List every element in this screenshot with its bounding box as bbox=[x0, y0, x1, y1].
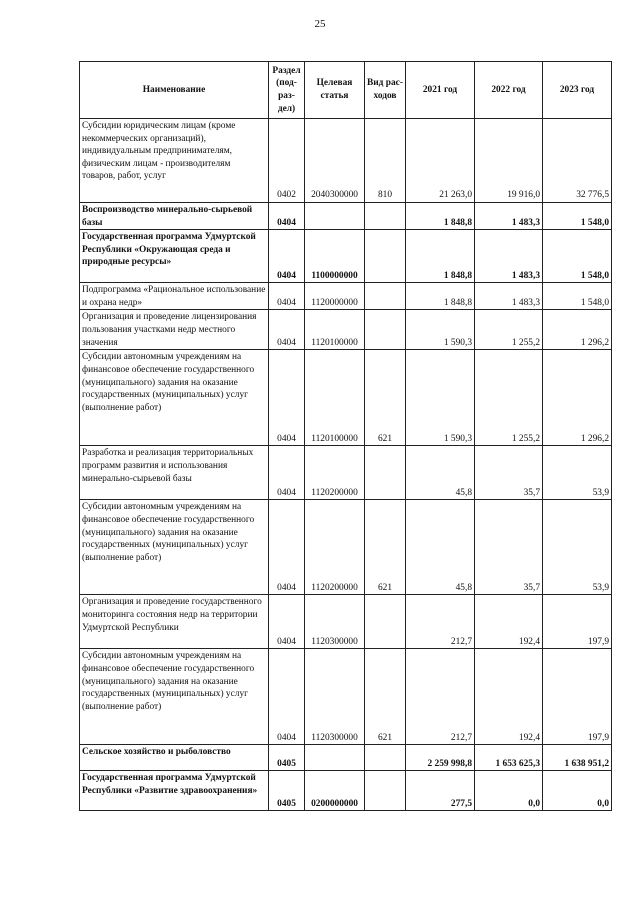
header-2023: 2023 год bbox=[543, 62, 612, 119]
row-expense-type bbox=[365, 310, 406, 350]
row-2023: 1 548,0 bbox=[543, 230, 612, 283]
table-row bbox=[80, 350, 612, 446]
row-2023: 1 638 951,2 bbox=[543, 745, 612, 771]
table-row bbox=[80, 283, 612, 310]
row-name: Государственная программа Удмуртской Республики «Развитие здравоохранения» bbox=[80, 771, 269, 811]
row-target: 2040300000 bbox=[305, 119, 365, 203]
row-target: 1120100000 bbox=[305, 310, 365, 350]
row-expense-type bbox=[365, 745, 406, 771]
table-row bbox=[80, 203, 612, 230]
row-2022: 192,4 bbox=[475, 595, 543, 649]
row-2023: 1 548,0 bbox=[543, 203, 612, 230]
row-section: 0404 bbox=[269, 350, 305, 446]
table-row bbox=[80, 446, 612, 500]
header-section: Раздел (под-раз-дел) bbox=[269, 62, 305, 119]
row-2022: 1 653 625,3 bbox=[475, 745, 543, 771]
row-2022: 1 483,3 bbox=[475, 203, 543, 230]
table-row bbox=[80, 595, 612, 649]
row-2021: 212,7 bbox=[406, 649, 475, 745]
row-expense-type: 621 bbox=[365, 500, 406, 595]
row-2021: 21 263,0 bbox=[406, 119, 475, 203]
header-name: Наименование bbox=[80, 62, 269, 119]
table-row bbox=[80, 649, 612, 745]
row-expense-type bbox=[365, 230, 406, 283]
row-2021: 1 848,8 bbox=[406, 283, 475, 310]
row-expense-type bbox=[365, 203, 406, 230]
row-section: 0404 bbox=[269, 310, 305, 350]
table-body bbox=[80, 119, 612, 811]
row-2022: 1 483,3 bbox=[475, 230, 543, 283]
header-2022: 2022 год bbox=[475, 62, 543, 119]
row-expense-type bbox=[365, 283, 406, 310]
row-name: Сельское хозяйство и рыболовство bbox=[80, 745, 269, 771]
row-2023: 53,9 bbox=[543, 446, 612, 500]
header-2021: 2021 год bbox=[406, 62, 475, 119]
row-expense-type: 621 bbox=[365, 350, 406, 446]
row-section: 0405 bbox=[269, 771, 305, 811]
table-row bbox=[80, 230, 612, 283]
row-target: 0200000000 bbox=[305, 771, 365, 811]
row-2021: 277,5 bbox=[406, 771, 475, 811]
row-name: Субсидии юридическим лицам (кроме некоммерческих организаций), индивидуальным предпринимателям, физическим лицам - производителям товаров, работ, услуг bbox=[80, 119, 269, 203]
row-2021: 45,8 bbox=[406, 446, 475, 500]
row-2021: 1 848,8 bbox=[406, 230, 475, 283]
table-row bbox=[80, 745, 612, 771]
row-name: Субсидии автономным учреждениям на финансовое обеспечение государственного (муниципального) задания на оказание государственных (муниципальных) услуг (выполнение работ) bbox=[80, 649, 269, 745]
row-2022: 1 255,2 bbox=[475, 310, 543, 350]
row-target: 1100000000 bbox=[305, 230, 365, 283]
row-2021: 2 259 998,8 bbox=[406, 745, 475, 771]
row-name: Организация и проведение государственного мониторинга состояния недр на территории Удмуртской Республики bbox=[80, 595, 269, 649]
row-2022: 35,7 bbox=[475, 500, 543, 595]
row-2023: 197,9 bbox=[543, 649, 612, 745]
row-target: 1120300000 bbox=[305, 649, 365, 745]
row-2022: 1 483,3 bbox=[475, 283, 543, 310]
row-expense-type: 810 bbox=[365, 119, 406, 203]
page-number: 25 bbox=[314, 18, 326, 30]
row-name: Организация и проведение лицензирования пользования участками недр местного значения bbox=[80, 310, 269, 350]
row-2021: 45,8 bbox=[406, 500, 475, 595]
row-section: 0404 bbox=[269, 649, 305, 745]
row-expense-type: 621 bbox=[365, 649, 406, 745]
row-expense-type bbox=[365, 771, 406, 811]
row-name: Подпрограмма «Рациональное использование и охрана недр» bbox=[80, 283, 269, 310]
row-section: 0405 bbox=[269, 745, 305, 771]
table-row bbox=[80, 119, 612, 203]
row-name: Разработка и реализация территориальных программ развития и использования минерально-сырьевой базы bbox=[80, 446, 269, 500]
row-2023: 32 776,5 bbox=[543, 119, 612, 203]
row-target: 1120000000 bbox=[305, 283, 365, 310]
row-2021: 1 590,3 bbox=[406, 350, 475, 446]
row-section: 0404 bbox=[269, 203, 305, 230]
row-name: Субсидии автономным учреждениям на финансовое обеспечение государственного (муниципального) задания на оказание государственных (муниципальных) услуг (выполнение работ) bbox=[80, 500, 269, 595]
row-2023: 53,9 bbox=[543, 500, 612, 595]
row-name: Воспроизводство минерально-сырьевой базы bbox=[80, 203, 269, 230]
header-expense-type: Вид рас-ходов bbox=[365, 62, 406, 119]
row-2021: 212,7 bbox=[406, 595, 475, 649]
table-header-row bbox=[80, 62, 612, 119]
row-2022: 19 916,0 bbox=[475, 119, 543, 203]
row-expense-type bbox=[365, 446, 406, 500]
table-row bbox=[80, 500, 612, 595]
row-2022: 1 255,2 bbox=[475, 350, 543, 446]
row-2021: 1 590,3 bbox=[406, 310, 475, 350]
row-2023: 1 548,0 bbox=[543, 283, 612, 310]
row-target: 1120300000 bbox=[305, 595, 365, 649]
row-target bbox=[305, 203, 365, 230]
row-section: 0404 bbox=[269, 283, 305, 310]
budget-table bbox=[79, 61, 612, 811]
row-expense-type bbox=[365, 595, 406, 649]
row-section: 0404 bbox=[269, 230, 305, 283]
row-2023: 197,9 bbox=[543, 595, 612, 649]
row-target: 1120200000 bbox=[305, 446, 365, 500]
row-2022: 35,7 bbox=[475, 446, 543, 500]
table-row bbox=[80, 310, 612, 350]
row-section: 0404 bbox=[269, 446, 305, 500]
row-section: 0404 bbox=[269, 595, 305, 649]
row-2023: 1 296,2 bbox=[543, 310, 612, 350]
row-target: 1120100000 bbox=[305, 350, 365, 446]
row-section: 0402 bbox=[269, 119, 305, 203]
table-row bbox=[80, 771, 612, 811]
row-name: Государственная программа Удмуртской Республики «Окружающая среда и природные ресурсы» bbox=[80, 230, 269, 283]
row-2023: 0,0 bbox=[543, 771, 612, 811]
row-section: 0404 bbox=[269, 500, 305, 595]
row-name: Субсидии автономным учреждениям на финансовое обеспечение государственного (муниципального) задания на оказание государственных (муниципальных) услуг (выполнение работ) bbox=[80, 350, 269, 446]
row-2021: 1 848,8 bbox=[406, 203, 475, 230]
row-2022: 0,0 bbox=[475, 771, 543, 811]
row-2023: 1 296,2 bbox=[543, 350, 612, 446]
row-target bbox=[305, 745, 365, 771]
header-target: Целевая статья bbox=[305, 62, 365, 119]
row-target: 1120200000 bbox=[305, 500, 365, 595]
row-2022: 192,4 bbox=[475, 649, 543, 745]
